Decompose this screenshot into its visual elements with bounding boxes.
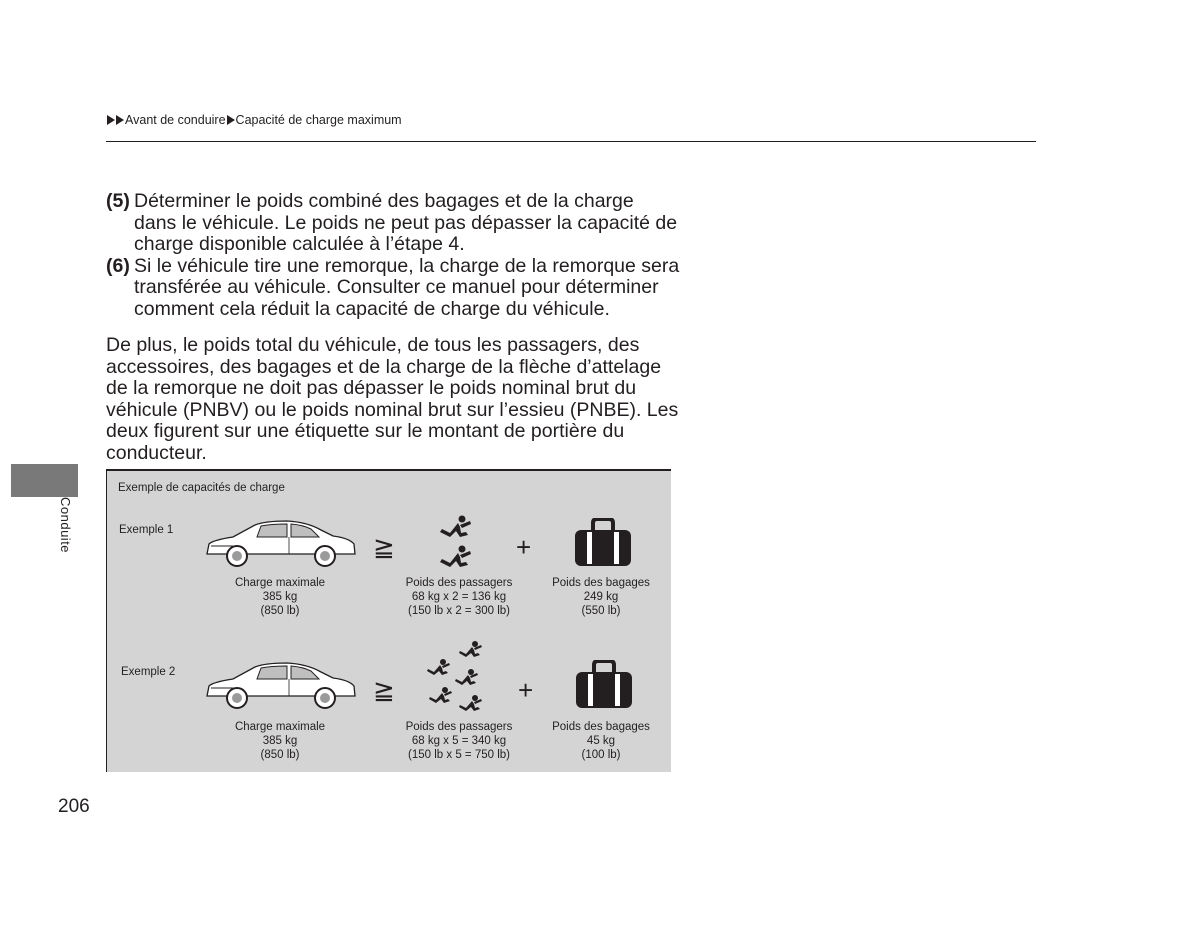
- max-load-caption: Charge maximale 385 kg (850 lb): [234, 577, 326, 617]
- breadcrumb-level-1[interactable]: Avant de conduire: [125, 113, 226, 127]
- passenger-icon: [429, 687, 452, 703]
- step-text: Si le véhicule tire une remorque, la charge de la remorque sera transférée au véhicule. Consulter ce manuel pour déterminer comment cela réduit la capacité de charge du véhicule.: [134, 254, 680, 320]
- example-2-label: Exemple 2: [121, 666, 176, 678]
- passenger-icon-group: [436, 515, 476, 573]
- luggage-icon: [574, 660, 634, 710]
- triangle-icon: [116, 115, 124, 125]
- body-paragraph: De plus, le poids total du véhicule, de tous les passagers, des accessoires, des bagages et de la charge de la flèche d’attelage de la remorque ne doit pas dépasser le poids nominal brut du véhicule (PNBV) ou le poids nominal brut sur l’essieu (PNBE). Les deux figurent sur une étiquette sur le montant de portière du conducteur.: [106, 334, 679, 464]
- passenger-icon: [440, 516, 471, 538]
- passenger-icon: [459, 641, 482, 657]
- luggage-weight-caption: Poids des bagages 249 kg (550 lb): [552, 577, 650, 617]
- page-number: 206: [58, 796, 90, 817]
- load-capacity-figure: [106, 469, 671, 772]
- example-1-label: Exemple 1: [119, 524, 174, 536]
- step-number: (6): [106, 254, 130, 277]
- steps-list: [106, 191, 681, 321]
- luggage-weight-caption: Poids des bagages 45 kg (100 lb): [552, 721, 650, 761]
- max-load-caption: Charge maximale 385 kg (850 lb): [234, 721, 326, 761]
- passenger-icon: [459, 695, 482, 711]
- triangle-icon: [227, 115, 235, 125]
- breadcrumb-level-2[interactable]: Capacité de charge maximum: [235, 113, 402, 127]
- passenger-icon-group: [423, 637, 491, 717]
- car-icon: [203, 658, 358, 713]
- passenger-weight-caption: Poids des passagers 68 kg x 5 = 340 kg (150 lb x 5 = 750 lb): [405, 721, 513, 761]
- greater-equal-symbol: ≧: [373, 675, 395, 705]
- triangle-icon: [107, 115, 115, 125]
- plus-symbol: +: [516, 532, 532, 562]
- greater-equal-symbol: ≧: [373, 532, 395, 562]
- passenger-icon: [440, 546, 471, 568]
- step-item: [106, 256, 681, 321]
- step-text: Déterminer le poids combiné des bagages et de la charge dans le véhicule. Le poids ne peut pas dépasser la capacité de charge disponible calculée à l’étape 4.: [134, 190, 678, 256]
- car-icon: [203, 516, 358, 571]
- passenger-weight-caption: Poids des passagers 68 kg x 2 = 136 kg (150 lb x 2 = 300 lb): [405, 577, 513, 617]
- plus-symbol: +: [518, 675, 534, 705]
- passenger-icon: [455, 669, 478, 685]
- figure-title: Exemple de capacités de charge: [118, 482, 285, 494]
- section-tab-label: Conduite: [58, 497, 73, 554]
- header-rule: [106, 141, 1036, 142]
- passenger-icon: [427, 659, 450, 675]
- luggage-icon: [573, 518, 633, 568]
- breadcrumb: [107, 113, 402, 127]
- step-item: [106, 191, 681, 256]
- section-tab: [11, 464, 78, 497]
- step-number: (5): [106, 190, 130, 212]
